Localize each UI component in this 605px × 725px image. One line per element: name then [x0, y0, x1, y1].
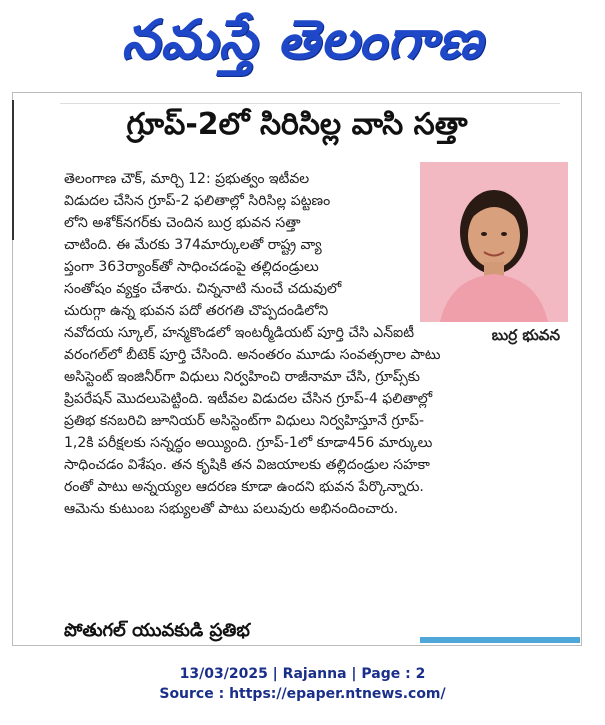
footer-source-link[interactable]: Source : https://epaper.ntnews.com/	[159, 686, 446, 702]
article-line: చాటింది. ఈ మేరకు 374మార్కులతో రాష్ట్ర వ్యా	[64, 237, 322, 253]
footer-meta: 13/03/2025 | Rajanna | Page : 2	[179, 666, 426, 682]
article-line: నవోదయ స్కూల్, హన్మకొండలో ఇంటర్మీడియట్ పూర్తి చేసి ఎన్ఐటీ	[64, 325, 415, 341]
article-line: ప్రిపరేషన్ మొదలుపెట్టింది. ఇటీవల విడుదల చేసిన గ్రూప్-4 ఫలితాల్లో	[64, 391, 433, 407]
article-line: 1,2కి పరీక్షలకు సన్నద్ధం అయ్యింది. గ్రూప్-1లో కూడా456 మార్కులు	[64, 435, 433, 451]
article-line: రంతో పాటు అన్నయ్యల ఆదరణ కూడా ఉందని భువన పేర్కొన్నారు.	[64, 479, 424, 495]
article-line: ప్రతిభ కనబరిచి జూనియర్ అసిస్టెంట్‌గా విధులు నిర్వహిస్తూనే గ్రూప్-	[64, 413, 425, 429]
article-body	[64, 168, 564, 520]
article-line: లోని అశోక్‌నగర్‌కు చెందిన బుర్ర భువన సత్తా	[64, 215, 301, 231]
accent-bar	[420, 637, 580, 643]
photo-caption: బుర్ర భువన	[491, 326, 560, 344]
article-line: విడుదల చేసిన గ్రూప్-2 ఫలితాల్లో సిరిసిల్ల పట్టణం	[64, 193, 331, 209]
article-line: వరంగల్‌లో బీటెక్ పూర్తి చేసింది. అనంతరం మూడు సంవత్సరాల పాటు	[64, 347, 441, 363]
article-line: సంతోషం వ్యక్తం చేశారు. చిన్ననాటి నుంచే చదువులో	[64, 281, 342, 297]
article-headline: గ్రూప్-2లో సిరిసిల్ల వాసి సత్తా	[126, 107, 468, 142]
footer	[0, 664, 605, 704]
article-line: చురుగ్గా ఉన్న భువన పదో తరగతి చొప్పదండిలోని	[64, 303, 329, 319]
article-line: తెలంగాణ చౌక్, మార్చి 12: ప్రభుత్వం ఇటీవల	[64, 171, 310, 187]
masthead	[0, 0, 605, 80]
article-line: అసిస్టెంట్ ఇంజినీర్‌గా విధులు నిర్వహించి రాజీనామా చేసి, గ్రూప్స్‌కు	[64, 369, 420, 385]
newspaper-title: నమస్తే తెలంగాణ	[121, 8, 484, 71]
sub-headline: పోతుగల్ యువకుడి ప్రతిభ	[64, 620, 250, 641]
article-line: ఆమెను కుటుంబ సభ్యులతో పాటు పలువురు అభినందించారు.	[64, 501, 399, 517]
article-line: సాధించడం విశేషం. తన కృషికి తన విజయాలకు తల్లిదండ్రుల సహకా	[64, 457, 430, 473]
article-line: ప్తంగా 363ర్యాంక్‌తో సాధించడంపై తల్లిదండ్రులు	[64, 259, 319, 275]
headline-divider	[60, 103, 560, 104]
